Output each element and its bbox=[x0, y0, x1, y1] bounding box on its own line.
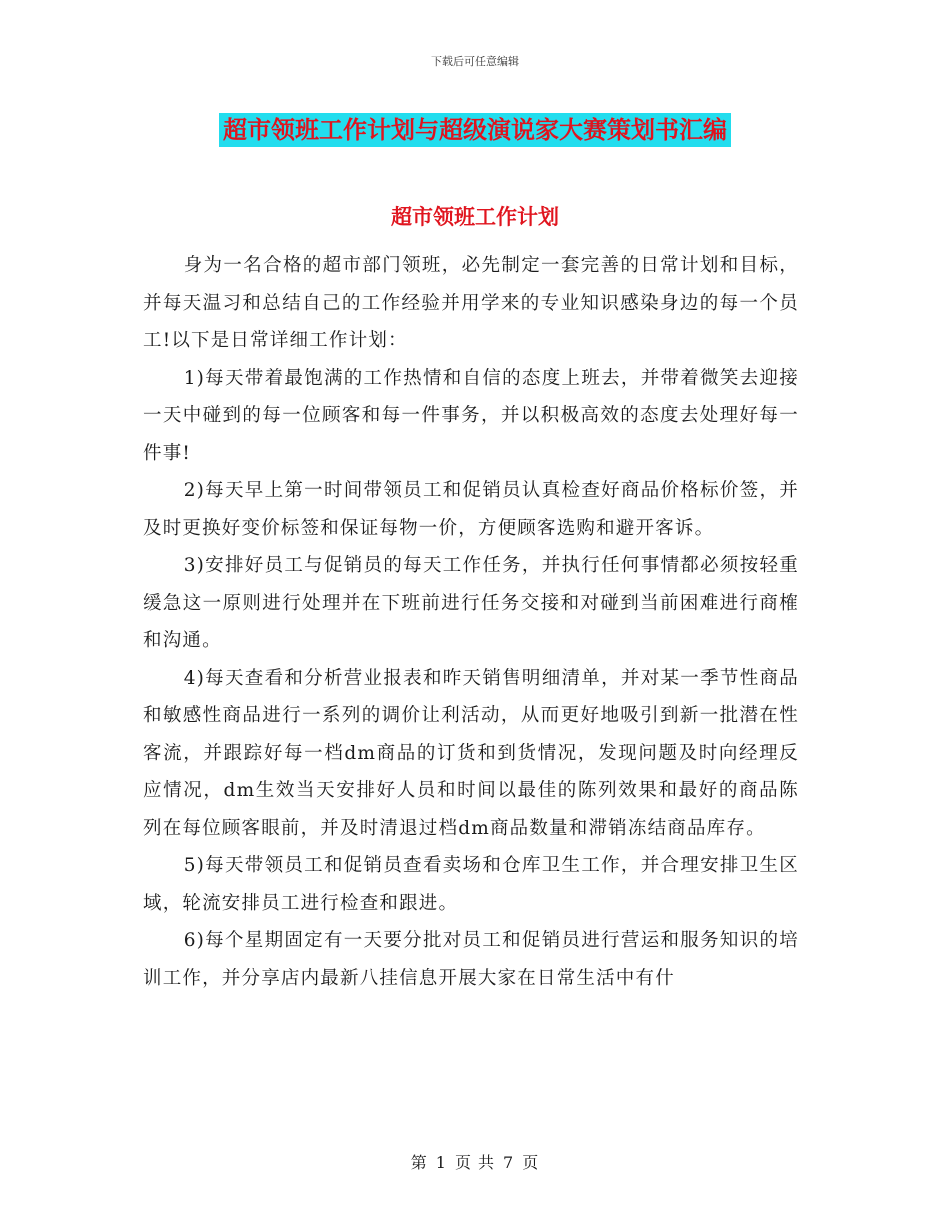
document-title-container bbox=[0, 113, 950, 147]
current-page-number: 1 bbox=[435, 1153, 447, 1172]
intro-paragraph: 身为一名合格的超市部门领班，必先制定一套完善的日常计划和目标，并每天温习和总结自己的工作经验并用学来的专业知识感染身边的每一个员工!以下是日常详细工作计划： bbox=[143, 255, 799, 351]
plan-item-3: 3)安排好员工与促销员的每天工作任务，并执行任何事情都必须按轻重缓急这一原则进行处理并在下班前进行任务交接和对碰到当前困难进行商榷和沟通。 bbox=[143, 555, 799, 651]
plan-item-4: 4)每天查看和分析营业报表和昨天销售明细清单，并对某一季节性商品和敏感性商品进行一系列的调价让利活动，从而更好地吸引到新一批潜在性客流，并跟踪好每一档dm商品的订货和到货情况，发现问题及时向经理反应情况，dm生效当天安排好人员和时间以最佳的陈列效果和最好的商品陈列在每位顾客眼前，并及时清退过档dm商品数量和滞销冻结商品库存。 bbox=[143, 667, 799, 839]
section-title: 超市领班工作计划 bbox=[391, 204, 559, 229]
document-body bbox=[143, 247, 799, 997]
header-note: 下载后可任意编辑 bbox=[431, 55, 519, 68]
total-pages-number: 7 bbox=[503, 1153, 515, 1172]
footer-prefix: 第 bbox=[410, 1153, 428, 1172]
document-title: 超市领班工作计划与超级演说家大赛策划书汇编 bbox=[219, 113, 731, 147]
page-footer bbox=[0, 1150, 950, 1173]
plan-item-2: 2)每天早上第一时间带领员工和促销员认真检查好商品价格标价签，并及时更换好变价标签和保证每物一价，方便顾客选购和避开客诉。 bbox=[143, 480, 799, 539]
footer-middle: 页 共 bbox=[454, 1153, 496, 1172]
plan-item-5: 5)每天带领员工和促销员查看卖场和仓库卫生工作，并合理安排卫生区域，轮流安排员工进行检查和跟进。 bbox=[143, 855, 799, 914]
plan-item-1: 1)每天带着最饱满的工作热情和自信的态度上班去，并带着微笑去迎接一天中碰到的每一位顾客和每一件事务，并以积极高效的态度去处理好每一件事! bbox=[143, 367, 799, 464]
footer-suffix: 页 bbox=[522, 1153, 540, 1172]
plan-item-6: 6)每个星期固定有一天要分批对员工和促销员进行营运和服务知识的培训工作，并分享店内最新八挂信息开展大家在日常生活中有什 bbox=[143, 930, 799, 989]
